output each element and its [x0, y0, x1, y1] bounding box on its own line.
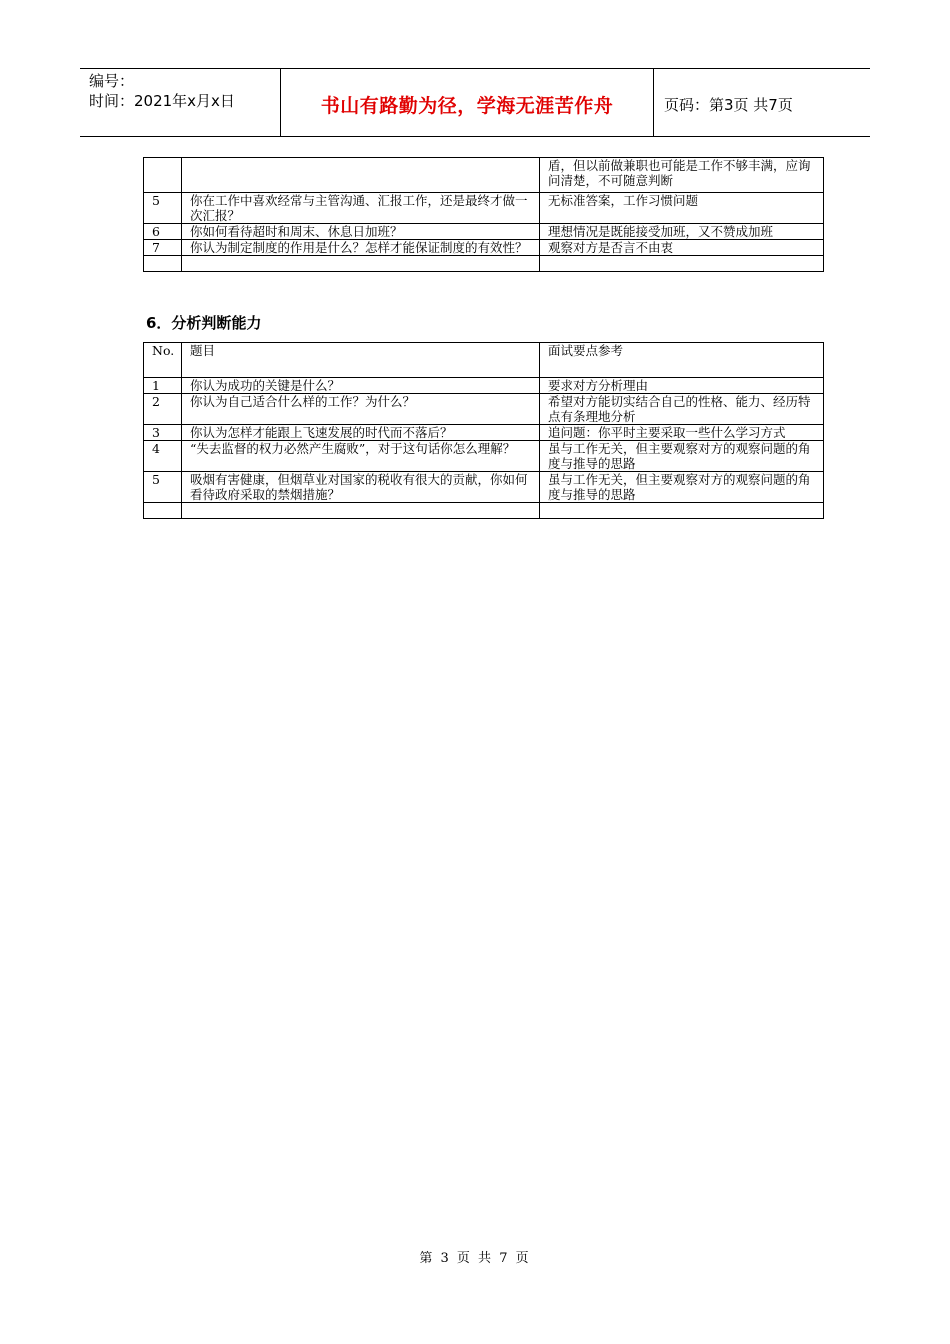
row-answer: [540, 503, 824, 519]
row-question: 你在工作中喜欢经常与主管沟通、汇报工作，还是最终才做一次汇报？: [182, 193, 540, 224]
row-question: 你认为自己适合什么样的工作？为什么？: [182, 394, 540, 425]
table-row: [144, 425, 824, 441]
row-question: “失去监督的权力必然产生腐败”，对于这句话你怎么理解？: [182, 441, 540, 472]
row-no: 2: [144, 394, 182, 425]
table-row: [144, 441, 824, 472]
row-answer: 无标准答案，工作习惯问题: [540, 193, 824, 224]
row-no: 4: [144, 441, 182, 472]
row-question: 吸烟有害健康，但烟草业对国家的税收有很大的贡献，你如何看待政府采取的禁烟措施？: [182, 472, 540, 503]
header-meta: [80, 69, 281, 136]
row-no: [144, 158, 182, 193]
header-motto: 书山有路勤为径，学海无涯苦作舟: [281, 69, 654, 136]
row-question: 你如何看待超时和周末、休息日加班？: [182, 224, 540, 240]
header-answer: 面试要点参考: [540, 343, 824, 378]
row-question: [182, 503, 540, 519]
table-header-row: [144, 343, 824, 378]
row-question: 你认为怎样才能跟上飞速发展的时代而不落后？: [182, 425, 540, 441]
header-no: No.: [144, 343, 182, 378]
header-question: 题目: [182, 343, 540, 378]
table-row: [144, 256, 824, 272]
row-no: 7: [144, 240, 182, 256]
row-no: [144, 503, 182, 519]
page-header: [80, 68, 870, 137]
table-row: [144, 378, 824, 394]
header-time-label: 时间：2021年x月x日: [89, 92, 235, 110]
row-no: 5: [144, 472, 182, 503]
header-number-label: 编号：: [89, 72, 135, 90]
row-no: 5: [144, 193, 182, 224]
table-row: [144, 193, 824, 224]
row-answer: [540, 256, 824, 272]
row-answer: 盾，但以前做兼职也可能是工作不够丰满，应询问清楚，不可随意判断: [540, 158, 824, 193]
table-row: [144, 158, 824, 193]
row-no: [144, 256, 182, 272]
table-row: [144, 503, 824, 519]
page-footer: 第 3 页 共 7 页: [419, 1251, 531, 1266]
row-no: 1: [144, 378, 182, 394]
header-page-label: 页码：第3页 共7页: [664, 96, 793, 114]
table-row: [144, 472, 824, 503]
row-answer: 理想情况是既能接受加班，又不赞成加班: [540, 224, 824, 240]
table-row: [144, 224, 824, 240]
table-row: [144, 394, 824, 425]
row-no: 3: [144, 425, 182, 441]
row-question: [182, 158, 540, 193]
row-answer: 观察对方是否言不由衷: [540, 240, 824, 256]
section-title: 6．分析判断能力: [146, 314, 262, 332]
question-table-continued: [143, 157, 824, 272]
row-answer: 希望对方能切实结合自己的性格、能力、经历特点有条理地分析: [540, 394, 824, 425]
table-row: [144, 240, 824, 256]
row-question: [182, 256, 540, 272]
row-answer: 追问题：你平时主要采取一些什么学习方式: [540, 425, 824, 441]
row-question: 你认为制定制度的作用是什么？怎样才能保证制度的有效性？: [182, 240, 540, 256]
analysis-judgment-table: [143, 342, 824, 519]
row-answer: 要求对方分析理由: [540, 378, 824, 394]
row-no: 6: [144, 224, 182, 240]
row-answer: 虽与工作无关，但主要观察对方的观察问题的角度与推导的思路: [540, 441, 824, 472]
row-answer: 虽与工作无关，但主要观察对方的观察问题的角度与推导的思路: [540, 472, 824, 503]
row-question: 你认为成功的关键是什么？: [182, 378, 540, 394]
